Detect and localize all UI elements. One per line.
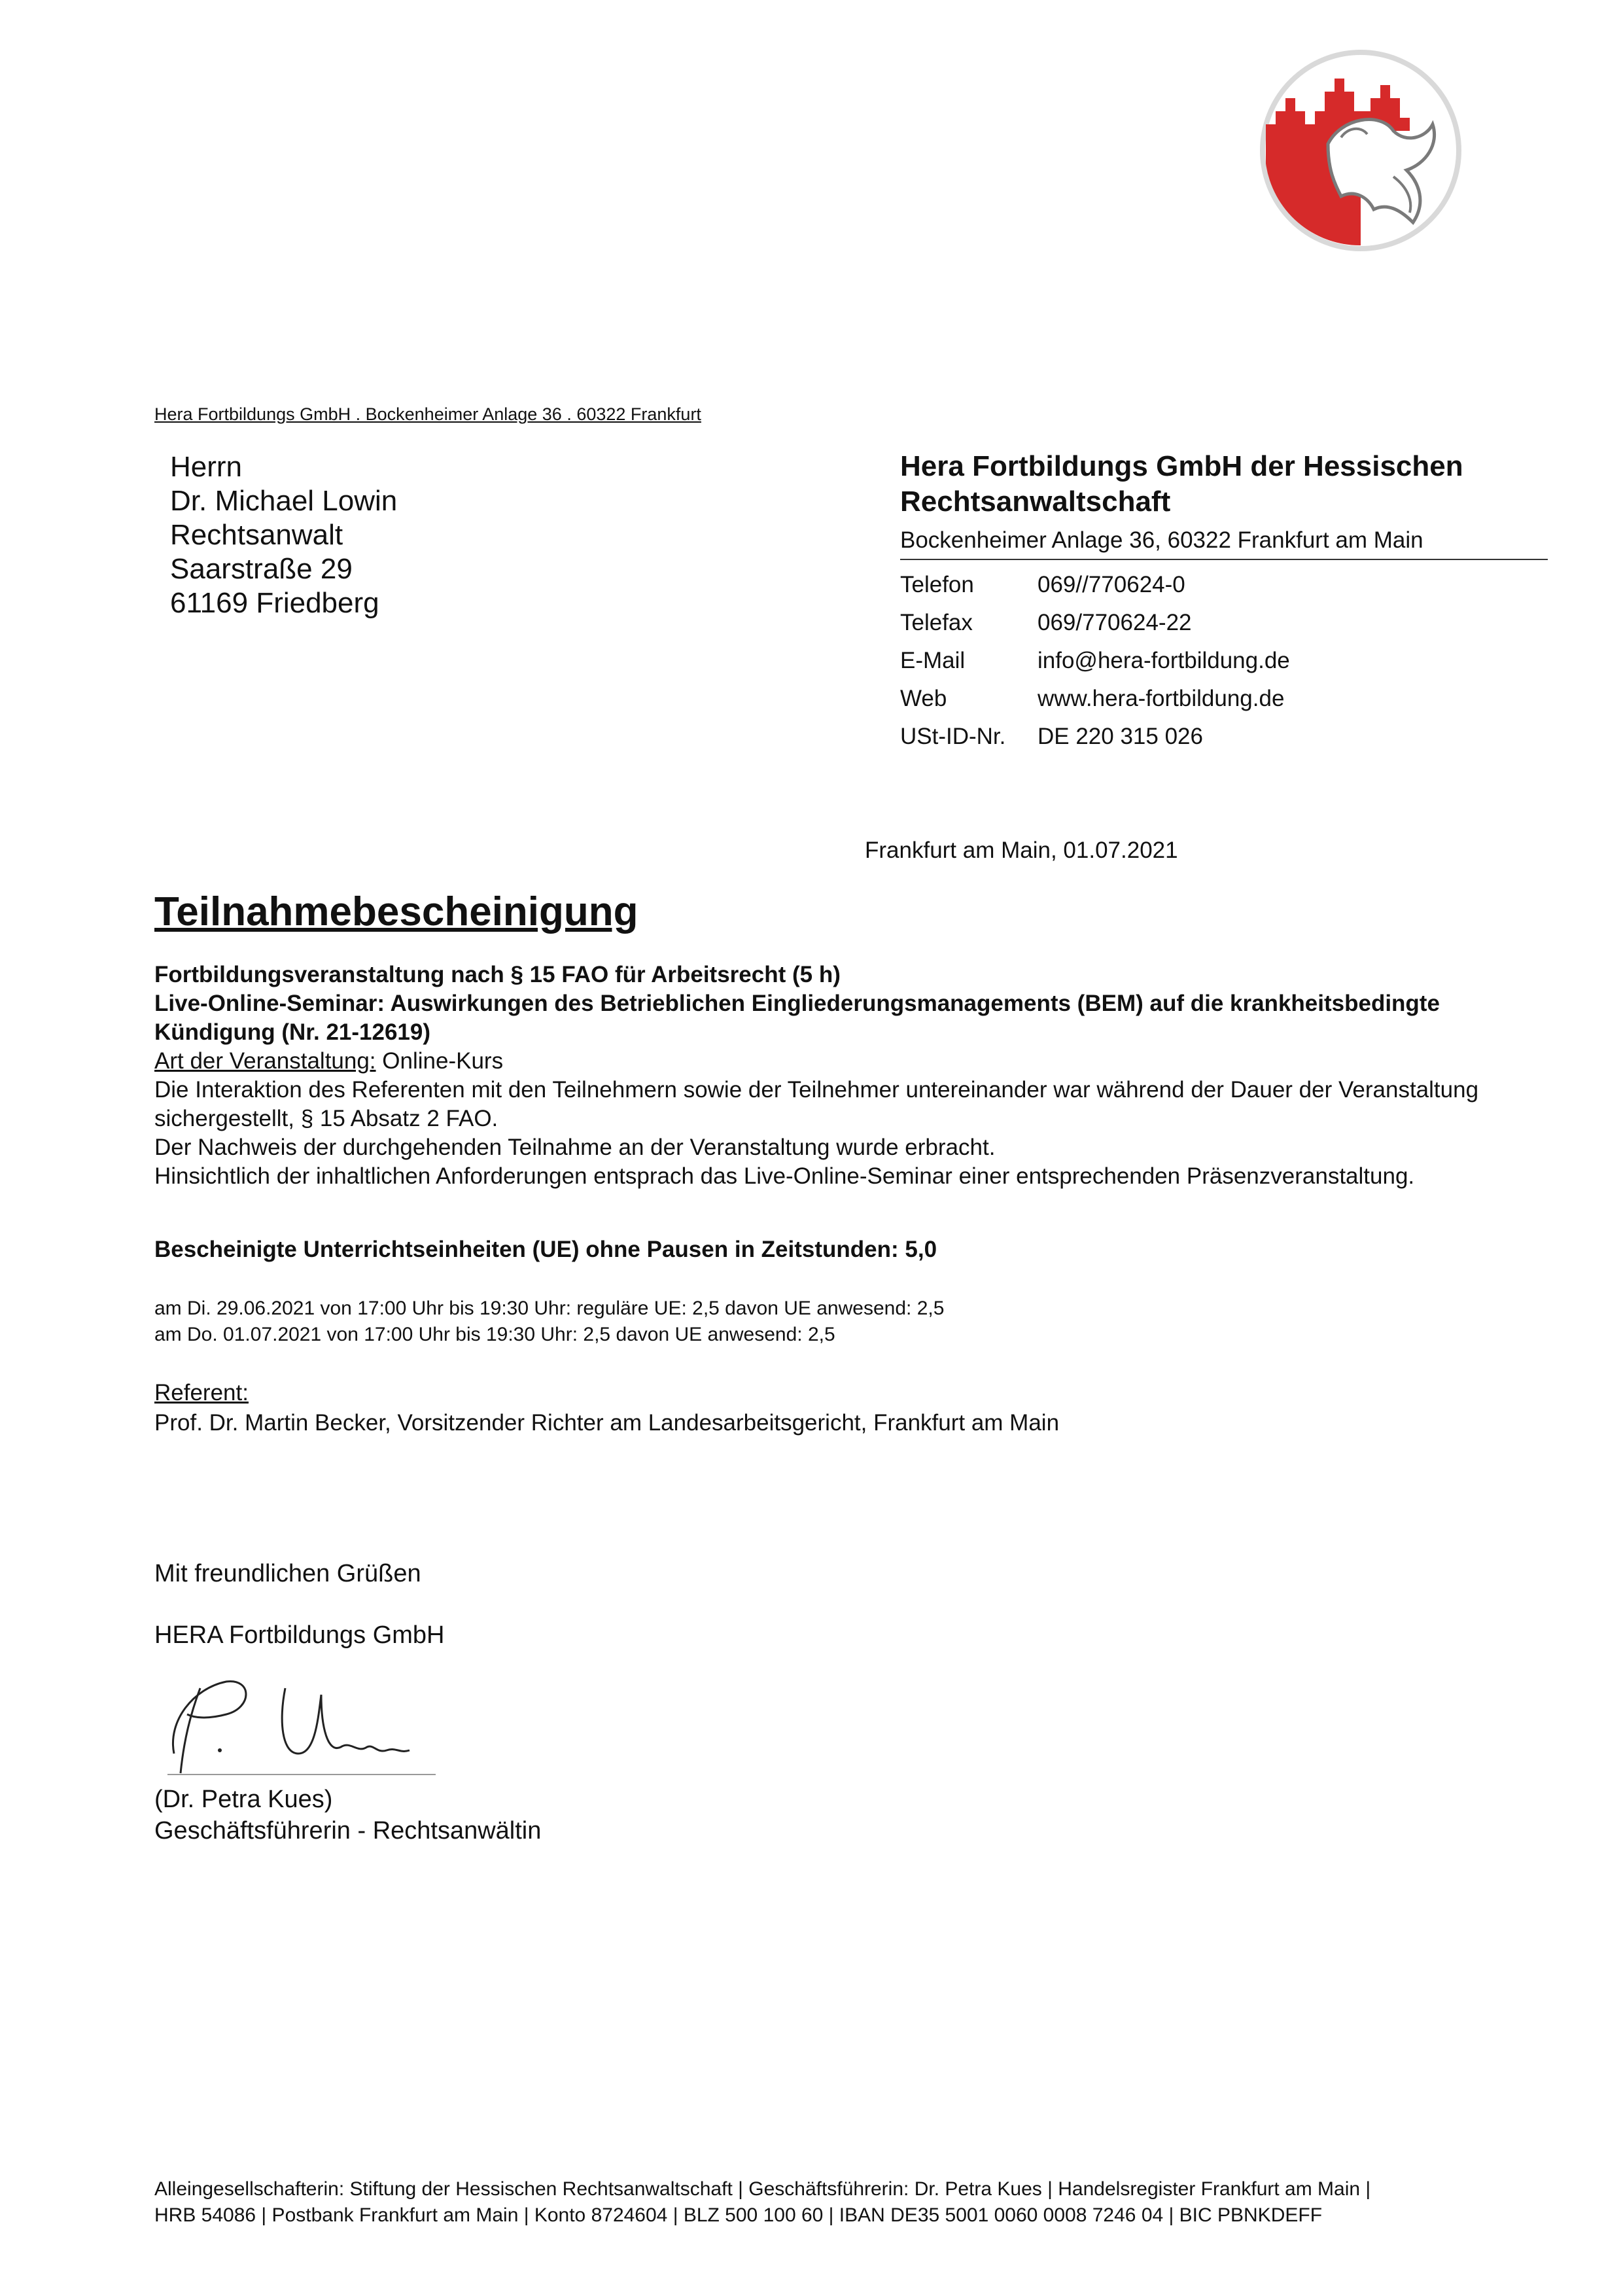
page-footer xyxy=(154,2176,1567,2229)
session-item: am Do. 01.07.2021 von 17:00 Uhr bis 19:30 Uhr: 2,5 davon UE anwesend: 2,5 xyxy=(154,1324,835,1345)
recipient-salutation: Herrn xyxy=(170,451,243,483)
recipient-city: 61169 Friedberg xyxy=(170,587,379,619)
date-line: Frankfurt am Main, 01.07.2021 xyxy=(865,838,1178,863)
signatory xyxy=(154,1784,541,1846)
organization-info xyxy=(900,449,1554,750)
document-title: Teilnahmebescheinigung xyxy=(154,889,638,934)
company-signature-line: HERA Fortbildungs GmbH xyxy=(154,1621,445,1649)
interaction-paragraph: Die Interaktion des Referenten mit den Teilnehmern sowie der Teilnehmer untereinander war während der Dauer der Veranstaltung sichergestellt, § 15 Absatz 2 FAO. xyxy=(154,1077,1479,1131)
lion-emblem-icon xyxy=(1230,46,1492,255)
contact-phone: Telefon 069//770624-0 xyxy=(900,572,1185,597)
event-type xyxy=(154,1047,1561,1076)
event-type-label: Art der Veranstaltung: xyxy=(154,1048,376,1074)
handwritten-signature xyxy=(154,1662,442,1780)
recipient-address xyxy=(170,450,397,620)
closing-greeting: Mit freundlichen Grüßen xyxy=(154,1560,421,1587)
signatory-name: (Dr. Petra Kues) xyxy=(154,1786,333,1813)
contact-web: Web www.hera-fortbildung.de xyxy=(900,686,1285,711)
contact-vat-id: USt-ID-Nr. DE 220 315 026 xyxy=(900,724,1203,749)
certificate-body xyxy=(154,961,1561,1191)
requirements-paragraph: Hinsichtlich der inhaltlichen Anforderungen entsprach das Live-Online-Seminar einer entsprechenden Präsenzveranstaltung. xyxy=(154,1163,1415,1189)
contact-email: E-Mail info@hera-fortbildung.de xyxy=(900,648,1290,673)
ue-heading: Bescheinigte Unterrichtseinheiten (UE) ohne Pausen in Zeitstunden: 5,0 xyxy=(154,1237,937,1262)
referent-value: Prof. Dr. Martin Becker, Vorsitzender Richter am Landesarbeitsgericht, Frankfurt am Main xyxy=(154,1410,1060,1436)
organization-name xyxy=(900,449,1554,520)
recipient-name: Dr. Michael Lowin xyxy=(170,485,398,517)
contact-fax: Telefax 069/770624-22 xyxy=(900,610,1192,635)
recipient-title: Rechtsanwalt xyxy=(170,519,343,551)
hera-logo xyxy=(1230,46,1492,373)
seminar-title: Live-Online-Seminar: Auswirkungen des Betrieblichen Eingliederungsmanagements (BEM) auf die krankheitsbedingte Kündigung (Nr. 21-12619) xyxy=(154,991,1440,1045)
event-type-value: Online-Kurs xyxy=(375,1048,504,1074)
attendance-paragraph: Der Nachweis der durchgehenden Teilnahme an der Veranstaltung wurde erbracht. xyxy=(154,1135,996,1160)
session-item: am Di. 29.06.2021 von 17:00 Uhr bis 19:30 Uhr: reguläre UE: 2,5 davon UE anwesend: 2,5 xyxy=(154,1298,945,1319)
course-line: Fortbildungsveranstaltung nach § 15 FAO für Arbeitsrecht (5 h) xyxy=(154,962,841,987)
referent-label: Referent: xyxy=(154,1380,249,1405)
organization-name-line2: Rechtsanwaltschaft xyxy=(900,486,1171,518)
referent-block xyxy=(154,1378,1059,1438)
organization-name-line1: Hera Fortbildungs GmbH der Hessischen xyxy=(900,450,1463,482)
signatory-role: Geschäftsführerin - Rechtsanwältin xyxy=(154,1817,542,1845)
footer-line1: Alleingesellschafterin: Stiftung der Hessischen Rechtsanwaltschaft | Geschäftsführerin: Dr. Petra Kues | Handelsregister Frankfurt am Main | xyxy=(154,2178,1371,2200)
organization-address: Bockenheimer Anlage 36, 60322 Frankfurt am Main xyxy=(900,527,1548,560)
footer-line2: HRB 54086 | Postbank Frankfurt am Main | Konto 8724604 | BLZ 500 100 60 | IBAN DE35 5001 0060 0008 7246 04 | BIC PBNKDEFF xyxy=(154,2204,1323,2226)
recipient-street: Saarstraße 29 xyxy=(170,553,353,585)
session-list xyxy=(154,1296,944,1348)
sender-return-address: Hera Fortbildungs GmbH . Bockenheimer Anlage 36 . 60322 Frankfurt xyxy=(154,404,701,424)
